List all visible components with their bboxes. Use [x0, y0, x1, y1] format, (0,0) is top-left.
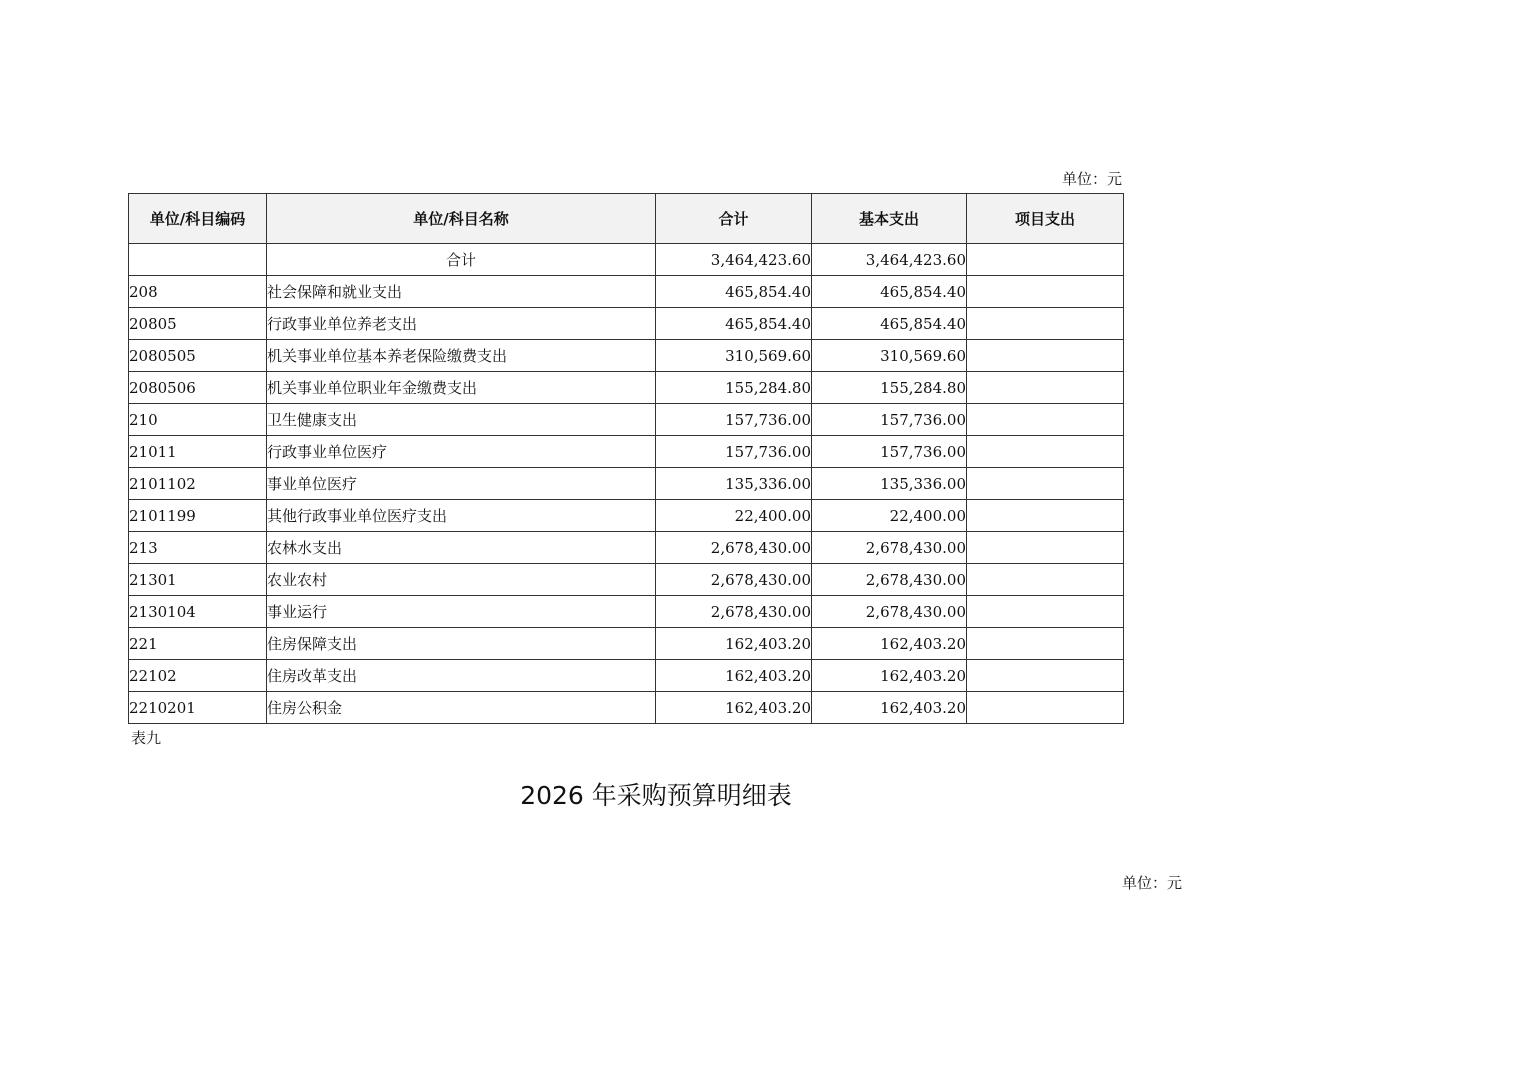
unit-label-top: 单位：元: [1061, 170, 1122, 188]
cell-project: [967, 500, 1124, 532]
header-name: 单位/科目名称: [267, 194, 656, 244]
cell-total: 2,678,430.00: [656, 596, 812, 628]
cell-code: 2210201: [129, 692, 267, 724]
table-row: [129, 532, 1124, 564]
cell-name: 住房保障支出: [267, 628, 656, 660]
budget-table: [128, 193, 1124, 724]
cell-project: [967, 692, 1124, 724]
cell-name: 卫生健康支出: [267, 404, 656, 436]
cell-project: [967, 628, 1124, 660]
cell-total: 465,854.40: [656, 276, 812, 308]
cell-name: 事业单位医疗: [267, 468, 656, 500]
table-row: [129, 500, 1124, 532]
cell-name: 其他行政事业单位医疗支出: [267, 500, 656, 532]
cell-total: 162,403.20: [656, 628, 812, 660]
header-total: 合计: [656, 194, 812, 244]
cell-project: [967, 660, 1124, 692]
cell-total: 157,736.00: [656, 436, 812, 468]
table-row: [129, 404, 1124, 436]
cell-name: 农林水支出: [267, 532, 656, 564]
cell-basic: 162,403.20: [812, 660, 967, 692]
header-basic: 基本支出: [812, 194, 967, 244]
cell-code: 20805: [129, 308, 267, 340]
cell-basic: 22,400.00: [812, 500, 967, 532]
cell-basic: 465,854.40: [812, 276, 967, 308]
cell-total: 155,284.80: [656, 372, 812, 404]
cell-name: 事业运行: [267, 596, 656, 628]
cell-project: [967, 404, 1124, 436]
table-label: 表九: [131, 729, 162, 747]
cell-project: [967, 372, 1124, 404]
cell-basic: 162,403.20: [812, 692, 967, 724]
table-row: [129, 244, 1124, 276]
cell-name: 农业农村: [267, 564, 656, 596]
cell-name: 机关事业单位职业年金缴费支出: [267, 372, 656, 404]
cell-total: 465,854.40: [656, 308, 812, 340]
cell-basic: 2,678,430.00: [812, 596, 967, 628]
cell-name: 行政事业单位养老支出: [267, 308, 656, 340]
cell-project: [967, 276, 1124, 308]
table-row: [129, 468, 1124, 500]
unit-label-bottom: 单位：元: [1121, 874, 1182, 892]
cell-total: 162,403.20: [656, 660, 812, 692]
cell-total: 162,403.20: [656, 692, 812, 724]
cell-total: 2,678,430.00: [656, 564, 812, 596]
cell-project: [967, 468, 1124, 500]
cell-code: 21011: [129, 436, 267, 468]
cell-code: 208: [129, 276, 267, 308]
cell-basic: 310,569.60: [812, 340, 967, 372]
cell-name: 社会保障和就业支出: [267, 276, 656, 308]
cell-project: [967, 532, 1124, 564]
cell-basic: 135,336.00: [812, 468, 967, 500]
table-row: [129, 660, 1124, 692]
header-project: 项目支出: [967, 194, 1124, 244]
cell-basic: 2,678,430.00: [812, 564, 967, 596]
cell-name: 合计: [267, 244, 656, 276]
cell-project: [967, 340, 1124, 372]
header-code: 单位/科目编码: [129, 194, 267, 244]
cell-code: [129, 244, 267, 276]
table-row: [129, 564, 1124, 596]
cell-code: 22102: [129, 660, 267, 692]
cell-project: [967, 244, 1124, 276]
table-row: [129, 308, 1124, 340]
cell-code: 213: [129, 532, 267, 564]
cell-basic: 157,736.00: [812, 436, 967, 468]
cell-code: 2080505: [129, 340, 267, 372]
cell-code: 21301: [129, 564, 267, 596]
cell-code: 2130104: [129, 596, 267, 628]
cell-name: 住房公积金: [267, 692, 656, 724]
table-row: [129, 628, 1124, 660]
cell-basic: 465,854.40: [812, 308, 967, 340]
cell-basic: 155,284.80: [812, 372, 967, 404]
table-header-row: [129, 194, 1124, 244]
cell-code: 210: [129, 404, 267, 436]
cell-project: [967, 308, 1124, 340]
table-row: [129, 372, 1124, 404]
cell-basic: 162,403.20: [812, 628, 967, 660]
cell-total: 157,736.00: [656, 404, 812, 436]
table-row: [129, 692, 1124, 724]
cell-code: 2080506: [129, 372, 267, 404]
cell-basic: 2,678,430.00: [812, 532, 967, 564]
cell-name: 机关事业单位基本养老保险缴费支出: [267, 340, 656, 372]
cell-code: 2101199: [129, 500, 267, 532]
cell-total: 310,569.60: [656, 340, 812, 372]
cell-total: 2,678,430.00: [656, 532, 812, 564]
page-title: 2026 年采购预算明细表: [520, 781, 792, 810]
cell-basic: 157,736.00: [812, 404, 967, 436]
cell-project: [967, 564, 1124, 596]
cell-name: 行政事业单位医疗: [267, 436, 656, 468]
cell-code: 221: [129, 628, 267, 660]
cell-total: 135,336.00: [656, 468, 812, 500]
cell-total: 22,400.00: [656, 500, 812, 532]
cell-basic: 3,464,423.60: [812, 244, 967, 276]
cell-name: 住房改革支出: [267, 660, 656, 692]
table-row: [129, 596, 1124, 628]
cell-project: [967, 436, 1124, 468]
table-row: [129, 436, 1124, 468]
cell-code: 2101102: [129, 468, 267, 500]
cell-project: [967, 596, 1124, 628]
cell-total: 3,464,423.60: [656, 244, 812, 276]
table-row: [129, 276, 1124, 308]
table-row: [129, 340, 1124, 372]
